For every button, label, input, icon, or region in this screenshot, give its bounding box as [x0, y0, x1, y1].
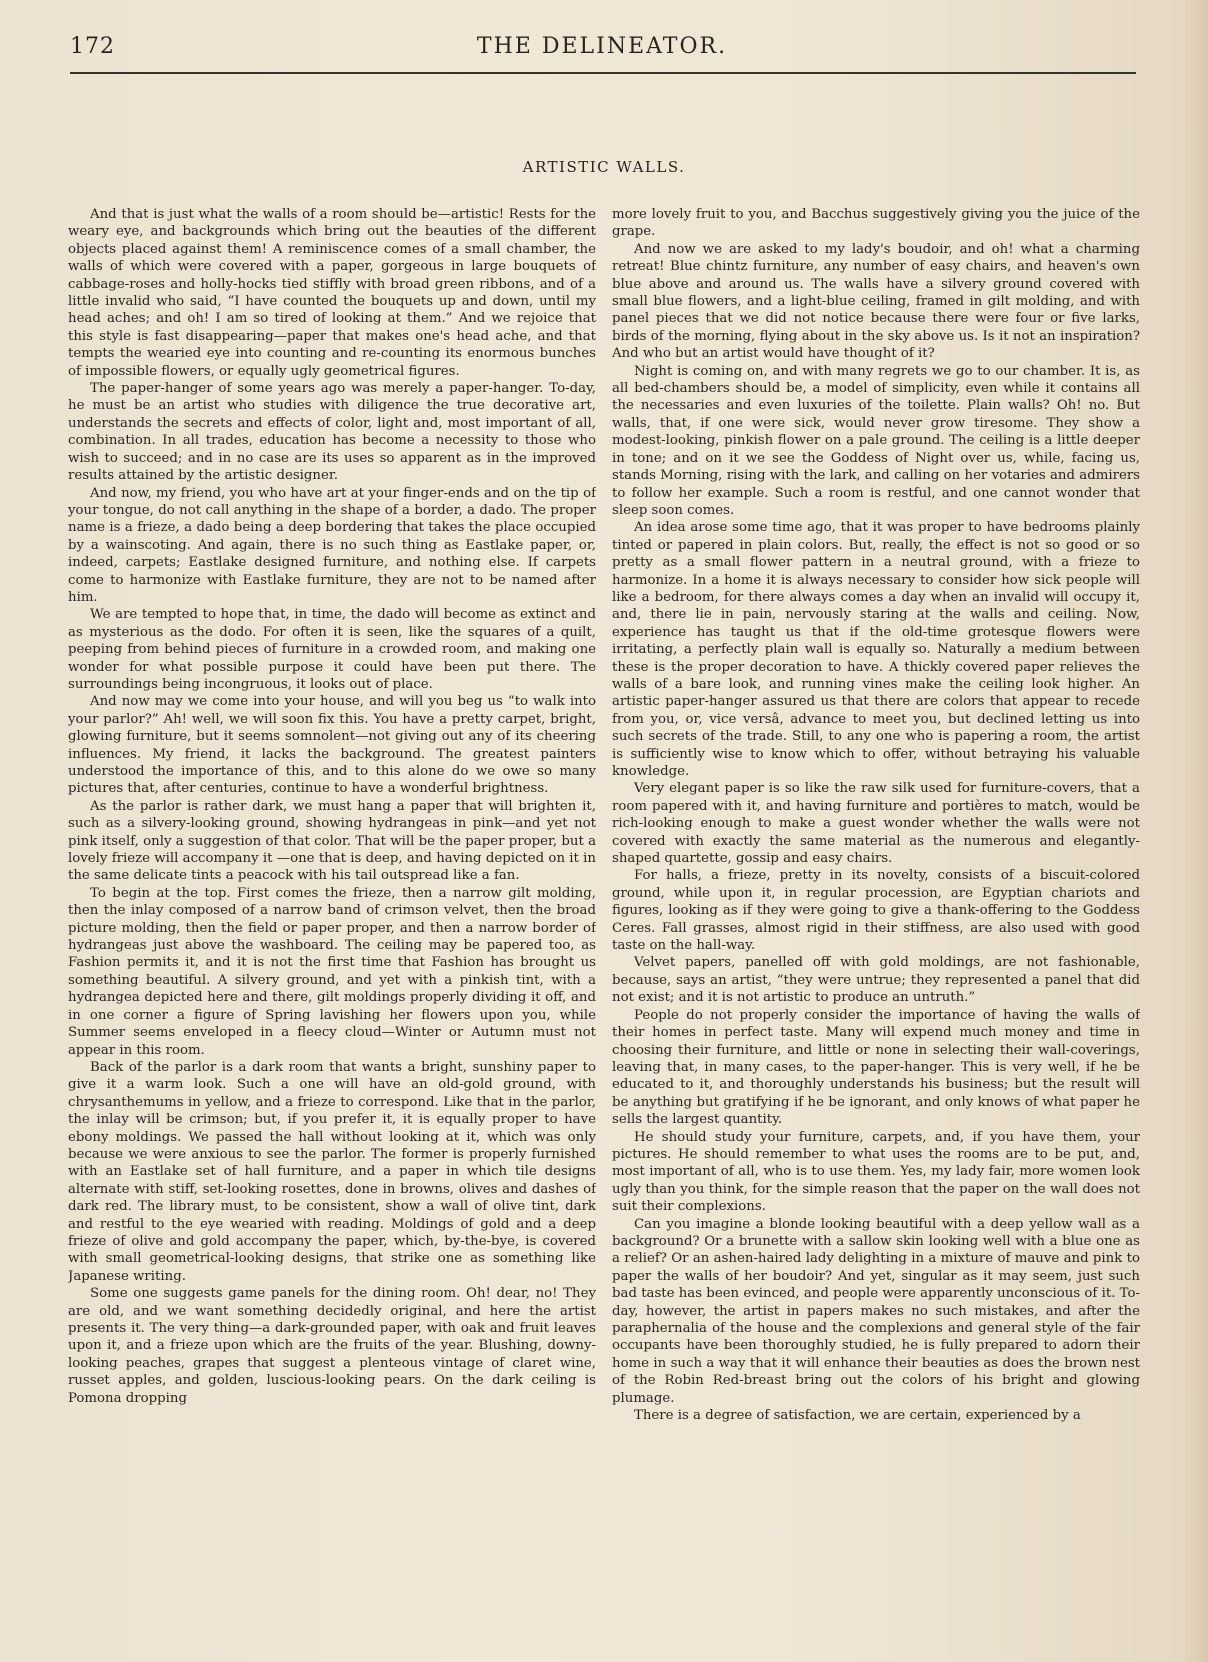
- paragraph: And now, my friend, you who have art at your finger-ends and on the tip of your tongue, do not call anything in the shape of a border, a dado. The proper name is a frieze, a dado being a deep bordering that takes the place occupied by a wainscoting. And again, there is no such thing as Eastlake paper, or, indeed, carpets; Eastlake designed furniture, and nothing else. If carpets come to harmonize with Eastlake furniture, they are not to be named after him.: [68, 485, 596, 605]
- paragraph: An idea arose some time ago, that it was proper to have bedrooms plainly tinted or papered in plain colors. But, really, the effect is not so good or so pretty as a small flower pattern in a neutral ground, with a frieze to harmonize. In a home it is always necessary to consider how sick people will like a bedroom, for there always comes a day when an invalid will occupy it, and, there lie in pain, nervously staring at the walls and ceiling. Now, experience has taught us that if the old-time grotesque flowers were irritating, a perfectly plain wall is equally so. Naturally a medium between these is the proper decoration to have. A thickly covered paper relieves the walls of a bare look, and running vines make the ceiling look higher. An artistic paper-hanger assured us that there are colors that appear to recede from you, or, vice versâ, advance to meet you, but declined letting us into such secrets of the trade. Still, to any one who is papering a room, the artist is sufficiently wise to know which to offer, without betraying his valuable knowledge.: [612, 520, 1140, 779]
- header-rule: [70, 72, 1136, 74]
- paragraph: People do not properly consider the importance of having the walls of their homes in perfect taste. Many will expend much money and time in choosing their furniture, and little or none in selecting their wall-coverings, leaving that, in many cases, to the paper-hanger. This is very well, if he be educated to it, and thoroughly understands his business; but the result will be anything but gratifying if he be ignorant, and only knows of what paper he sells the largest quantity.: [612, 1007, 1140, 1128]
- paragraph: For halls, a frieze, pretty in its novelty, consists of a biscuit-colored ground, while upon it, in regular procession, are Egyptian chariots and figures, looking as if they were going to give a thank-offering to the Goddess Ceres. Fall grasses, almost rigid in their stiffness, are also used with good taste on the hall-way.: [612, 868, 1140, 954]
- paragraph: We are tempted to hope that, in time, the dado will become as extinct and as mysterious as the dodo. For often it is seen, like the squares of a quilt, peeping from behind pieces of furniture in a crowded room, and making one wonder for what possible purpose it could have been put there. The surroundings being incongruous, it looks out of place.: [68, 607, 596, 692]
- page-edge-shadow: [1180, 0, 1208, 1662]
- paragraph: Night is coming on, and with many regrets we go to our chamber. It is, as all bed-chambers should be, a model of simplicity, even while it contains all the necessaries and even luxuries of the toilette. Plain walls? Oh! no. But walls, that, if one were sick, would never grow tiresome. They show a modest-looking, pinkish flower on a pale ground. The ceiling is a little deeper in tone; and on it we see the Goddess of Night over us, while, facing us, stands Morning, rising with the lark, and calling on her votaries and admirers to follow her example. Such a room is restful, and one cannot wonder that sleep soon comes.: [612, 363, 1140, 518]
- paragraph: more lovely fruit to you, and Bacchus suggestively giving you the juice of the grape.: [612, 207, 1140, 240]
- paragraph: The paper-hanger of some years ago was merely a paper-hanger. To-day, he must be an artist who studies with diligence the true decorative art, understands the secrets and effects of color, light and, most important of all, combination. In all trades, education has become a necessity to those who wish to succeed; and in no case are its uses so apparent as in the improved results attained by the artistic designer.: [68, 381, 596, 484]
- page-header: [70, 34, 1134, 70]
- paragraph: And that is just what the walls of a room should be—artistic! Rests for the weary eye, and backgrounds which bring out the beauties of the different objects placed against them! A reminiscence comes of a small chamber, the walls of which were covered with a paper, gorgeous in large bouquets of cabbage-roses and holly-hocks tied stiffly with broad green ribbons, and of a little invalid who said, “I have counted the bouquets up and down, until my head aches; and oh! I am so tired of looking at them.” And we rejoice that this style is fast disappearing—paper that makes one's head ache, and that tempts the wearied eye into counting and re-counting its enormous bunches of impossible flowers, or equally ugly geometrical figures.: [68, 207, 596, 379]
- page-number: 172: [70, 34, 115, 59]
- article-title: ARTISTIC WALLS.: [522, 158, 686, 176]
- paragraph: And now may we come into your house, and will you beg us “to walk into your parlor?” Ah! well, we will soon fix this. You have a pretty carpet, bright, glowing furniture, but it seems somnolent—not giving out any of its cheering influences. My friend, it lacks the background. The greatest painters understood the importance of this, and to this alone do we owe so many pictures that, after centuries, continue to have a wonderful brightness.: [68, 694, 596, 797]
- paragraph: He should study your furniture, carpets, and, if you have them, your pictures. He should remember to what uses the rooms are to be put, and, most important of all, who is to use them. Yes, my lady fair, more women look ugly than you think, for the simple reason that the paper on the wall does not suit their complexions.: [612, 1129, 1140, 1215]
- paragraph: To begin at the top. First comes the frieze, then a narrow gilt molding, then the inlay composed of a narrow band of crimson velvet, then the broad picture molding, then the field or paper proper, and then a narrow border of hydrangeas just above the washboard. The ceiling may be papered too, as Fashion permits it, and it is not the first time that Fashion has brought us something beautiful. A silvery ground, and yet with a pinkish tint, with a hydrangea depicted here and there, gilt moldings properly dividing it off, and in one corner a figure of Spring lavishing her flowers upon you, while Summer seems enveloped in a fleecy cloud—Winter or Autumn must not appear in this room.: [68, 885, 596, 1058]
- left-column: [68, 206, 596, 1586]
- paragraph: Very elegant paper is so like the raw silk used for furniture-covers, that a room papered with it, and having furniture and portières to match, would be rich-looking enough to make a guest wonder whether the walls were not covered with exactly the same material as the numerous and elegantly-shaped quartette, gossip and easy chairs.: [612, 781, 1140, 867]
- paragraph: And now we are asked to my lady's boudoir, and oh! what a charming retreat! Blue chintz furniture, any number of easy chairs, and heaven's own blue above and around us. The walls have a silvery ground covered with small blue flowers, and a light-blue ceiling, framed in gilt molding, and with panel pieces that we did not notice because there were four or five larks, birds of the morning, flying about in the sky above us. Is it not an inspiration? And who but an artist would have thought of it?: [612, 241, 1140, 362]
- paragraph: Can you imagine a blonde looking beautiful with a deep yellow wall as a background? Or a brunette with a sallow skin looking well with a blue one as a relief? Or an ashen-haired lady delighting in a mixture of mauve and pink to paper the walls of her boudoir? And yet, singular as it may seem, just such bad taste has been evinced, and people were apparently unconscious of it. To-day, however, the artist in papers makes no such mistakes, and after the paraphernalia of the house and the complexions and general style of the fair occupants have been thoroughly studied, he is fully prepared to adorn their home in such a way that it will enhance their beauties as does the brown nest of the Robin Red-breast bring out the colors of his bright and glowing plumage.: [612, 1216, 1140, 1406]
- paragraph: Velvet papers, panelled off with gold moldings, are not fashionable, because, says an artist, “they were untrue; they represented a panel that did not exist; and it is not artistic to produce an untruth.”: [612, 955, 1140, 1006]
- paragraph: There is a degree of satisfaction, we are certain, experienced by a: [634, 1408, 1081, 1424]
- right-column: [612, 206, 1140, 1586]
- paragraph: Some one suggests game panels for the dining room. Oh! dear, no! They are old, and we want something decidedly original, and here the artist presents it. The very thing—a dark-grounded paper, with oak and fruit leaves upon it, and a frieze upon which are the fruits of the year. Blushing, downy-looking peaches, grapes that suggest a plenteous vintage of claret wine, russet apples, and golden, luscious-looking pears. On the dark ceiling is Pomona dropping: [68, 1286, 596, 1406]
- paragraph: Back of the parlor is a dark room that wants a bright, sunshiny paper to give it a warm look. Such a one will have an old-gold ground, with chrysanthemums in yellow, and a frieze to correspond. Like that in the parlor, the inlay will be crimson; but, if you prefer it, it is equally proper to have ebony moldings. We passed the hall without looking at it, which was only because we were anxious to see the parlor. The former is properly furnished with an Eastlake set of hall furniture, and a paper in which tile designs alternate with stiff, set-looking rosettes, done in browns, olives and dashes of dark red. The library must, to be consistent, show a wall of olive tint, dark and restful to the eye wearied with reading. Moldings of gold and a deep frieze of olive and gold accompany the paper, which, by-the-bye, is covered with small geometrical-looking designs, that strike one as something like Japanese writing.: [68, 1059, 596, 1284]
- paragraph: As the parlor is rather dark, we must hang a paper that will brighten it, such as a silvery-looking ground, showing hydrangeas in pink—and yet not pink itself, only a suggestion of that color. That will be the paper proper, but a lovely frieze will accompany it —one that is deep, and having depicted on it in the same delicate tints a peacock with his tail outspread like a fan.: [68, 798, 596, 884]
- running-title: THE DELINEATOR.: [476, 34, 728, 59]
